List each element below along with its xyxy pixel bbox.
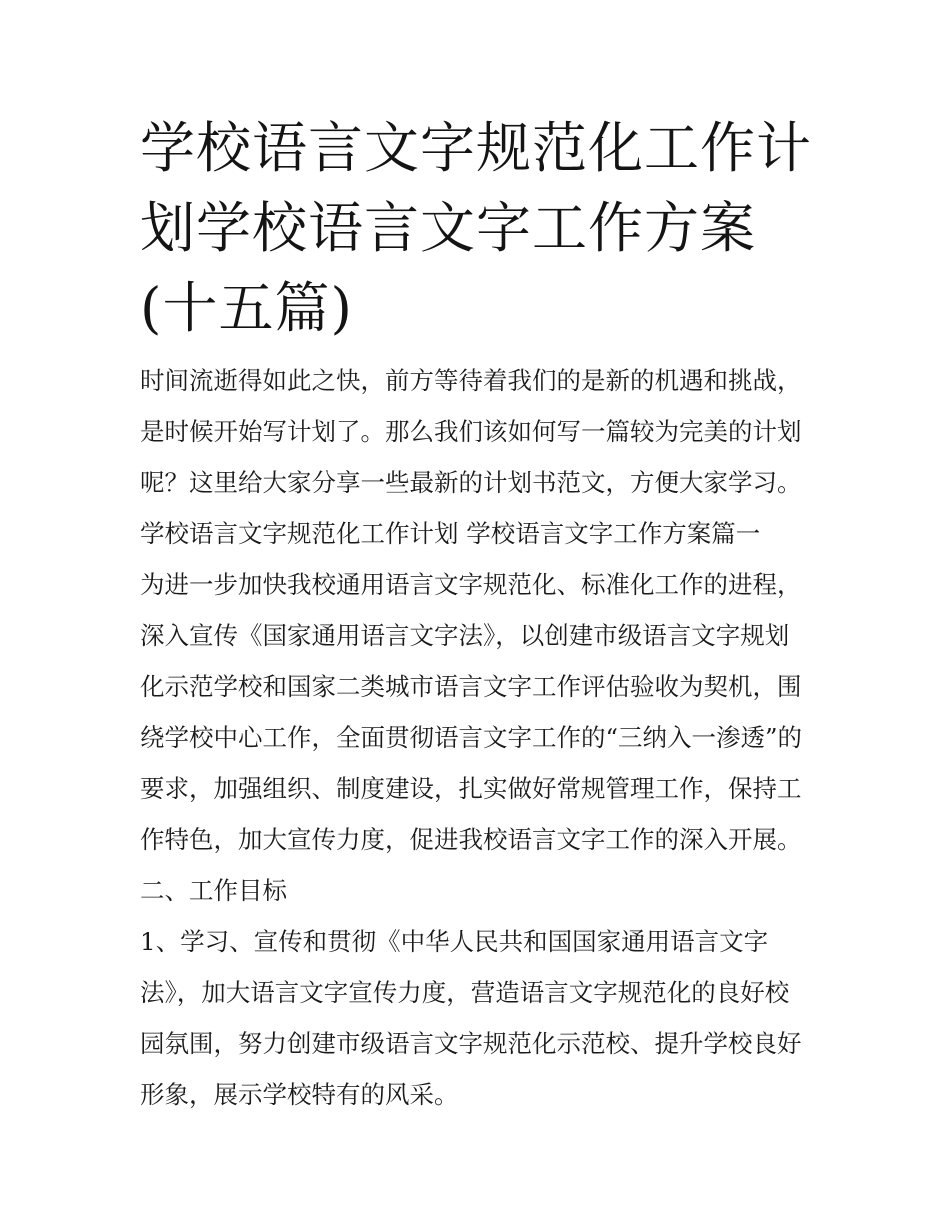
- paragraph-line: 深入宣传《国家通用语言文字法》，以创建市级语言文字规划: [140, 621, 790, 650]
- paragraph-line: 呢？这里给大家分享一些最新的计划书范文，方便大家学习。: [140, 468, 802, 497]
- paragraph-line: 为进一步加快我校通用语言文字规范化、标准化工作的进程，: [140, 570, 802, 599]
- paragraph-line: 园氛围，努力创建市级语言文字规范化示范校、提升学校良好: [140, 1029, 802, 1058]
- section-heading-line: 学校语言文字规范化工作计划 学校语言文字工作方案篇一: [140, 519, 761, 548]
- paragraph-line: 1、学习、宣传和贯彻《中华人民共和国国家通用语言文字: [140, 927, 769, 956]
- section-heading-line: 二、工作目标: [140, 876, 287, 905]
- paragraph-line: 作特色，加大宣传力度，促进我校语言文字工作的深入开展。: [140, 825, 802, 854]
- paragraph-line: 形象，展示学校特有的风采。: [140, 1080, 459, 1109]
- paragraph-line: 是时候开始写计划了。那么我们该如何写一篇较为完美的计划: [140, 417, 802, 446]
- paragraph-line: 时间流逝得如此之快，前方等待着我们的是新的机遇和挑战，: [140, 366, 802, 395]
- paragraph-line: 绕学校中心工作，全面贯彻语言文字工作的“三纳入一渗透”的: [140, 723, 803, 752]
- paragraph-line: 法》，加大语言文字宣传力度，营造语言文字规范化的良好校: [140, 978, 790, 1007]
- document-title: 学校语言文字规范化工作计划学校语言文字工作方案(十五篇): [140, 116, 813, 340]
- paragraph-line: 化示范学校和国家二类城市语言文字工作评估验收为契机，围: [140, 672, 802, 701]
- paragraph-line: 要求，加强组织、制度建设，扎实做好常规管理工作，保持工: [140, 774, 802, 803]
- document-body: [140, 355, 820, 1120]
